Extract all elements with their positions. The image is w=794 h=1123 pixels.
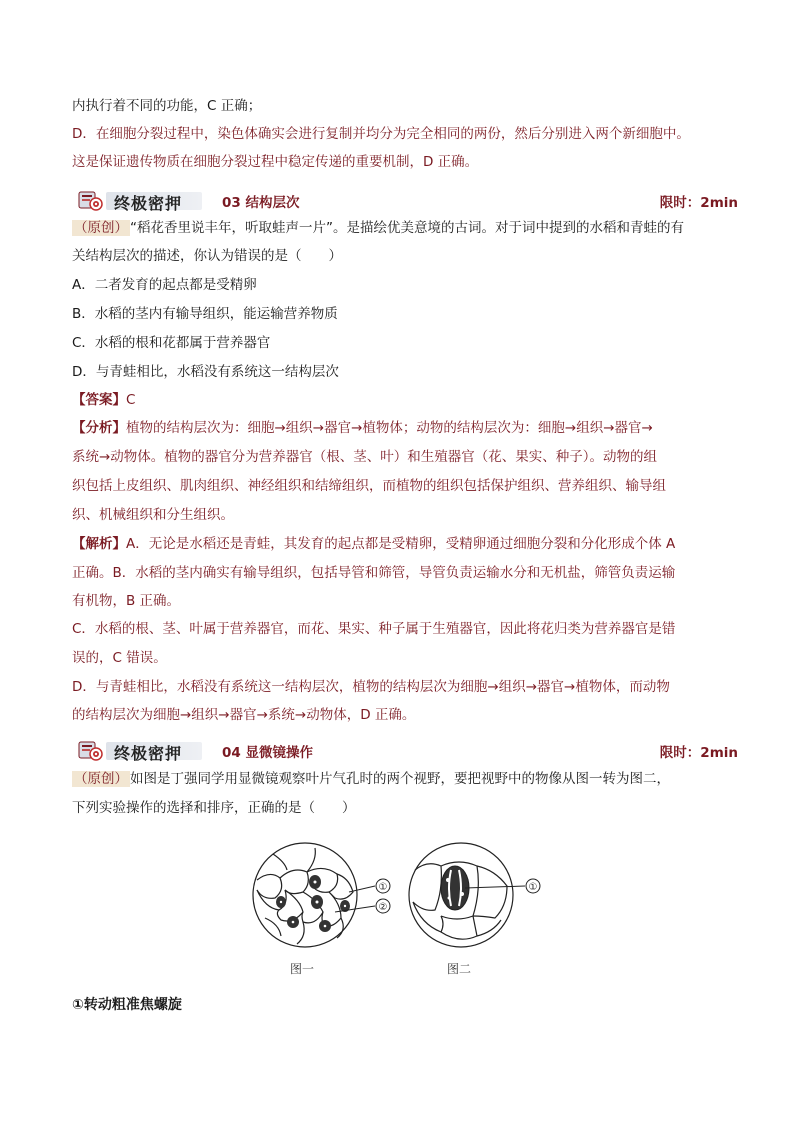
explain-line-4: C．水稻的根、茎、叶属于营养器官，而花、果实、种子属于生殖器官，因此将花归类为营养器官是错 [72,621,676,637]
stomata-view-one [276,875,350,932]
microscope-figure [245,840,545,980]
option-c: C．水稻的根和花都属于营养器官 [72,335,271,351]
question-line-1: （原创） 如图是丁强同学用显微镜观察叶片气孔时的两个视野，要把视野中的物像从图一转为图二， [74,771,670,787]
analysis-line-4: 织、机械组织和分生组织。 [72,507,234,523]
view-one [253,843,357,947]
target-icon [78,190,104,212]
analysis-line-2: 系统→动物体。植物的器官分为营养器官（根、茎、叶）和生殖器官（花、果实、种子）。动物的组 [72,449,658,465]
explain-line-7: 的结构层次为细胞→组织→器官→系统→动物体，D 正确。 [72,707,416,723]
target-icon [78,740,104,762]
question-line-2: 关结构层次的描述，你认为错误的是（ ） [72,248,342,264]
original-tag: （原创） [74,220,128,236]
section-header-04 [78,738,738,764]
time-limit: 限时：2min [659,195,738,211]
section-header-03 [78,188,738,214]
answer: 【答案】C [72,392,136,408]
explain-line-1: 【解析】A．无论是水稻还是青蛙，其发育的起点都是受精卵，受精卵通过细胞分裂和分化形成个体 A [72,536,676,552]
figure-two-caption: 图二 [447,962,472,976]
badge-title: 终极密押 [114,194,183,213]
option-d: D．与青蛙相比，水稻没有系统这一结构层次 [72,364,339,380]
section-badge [78,190,204,212]
label-one-view-two: ① [528,882,538,893]
explain-line-2: 正确。B．水稻的茎内确实有输导组织，包括导管和筛管，导管负责运输水分和无机盐，筛管负责运输 [72,565,676,581]
explain-line-5: 误的，C 错误。 [72,650,167,666]
figure-one-caption: 图一 [290,962,315,976]
option-b: B．水稻的茎内有输导组织，能运输营养物质 [72,306,338,322]
section-topic: 03 结构层次 [222,195,300,211]
intro-line-1: 内执行着不同的功能，C 正确； [72,98,262,114]
explain-line-3: 有机物，B 正确。 [72,593,181,609]
original-tag: （原创） [74,771,128,787]
explain-line-6: D．与青蛙相比，水稻没有系统这一结构层次，植物的结构层次为细胞→组织→器官→植物体，而动物 [72,679,670,695]
section-badge [78,740,204,762]
label-two: ② [378,902,388,913]
intro-line-3: 这是保证遗传物质在细胞分裂过程中稳定传递的重要机制，D 正确。 [72,154,479,170]
intro-line-2: D．在细胞分裂过程中，染色体确实会进行复制并均分为完全相同的两份，然后分别进入两个新细胞中。 [72,126,690,142]
time-limit: 限时：2min [659,745,738,761]
microscope-views [245,840,545,960]
question-line-1: （原创） “稻花香里说丰年，听取蛙声一片”。是描绘优美意境的古词。对于词中提到的水稻和青蛙的有 [74,220,684,236]
analysis-line-3: 织包括上皮组织、肌肉组织、神经组织和结缔组织，而植物的组织包括保护组织、营养组织、输导组 [72,478,666,494]
option-a: A．二者发育的起点都是受精卵 [72,277,257,293]
step-one: ①转动粗准焦螺旋 [72,997,182,1013]
badge-title: 终极密押 [114,744,183,763]
question-line-2: 下列实验操作的选择和排序，正确的是（ ） [72,800,356,816]
label-one: ① [378,882,388,893]
stoma-view-two [441,866,469,910]
analysis-line-1: 【分析】植物的结构层次为：细胞→组织→器官→植物体；动物的结构层次为：细胞→组织→器官→ [72,420,653,436]
section-topic: 04 显微镜操作 [222,745,313,761]
